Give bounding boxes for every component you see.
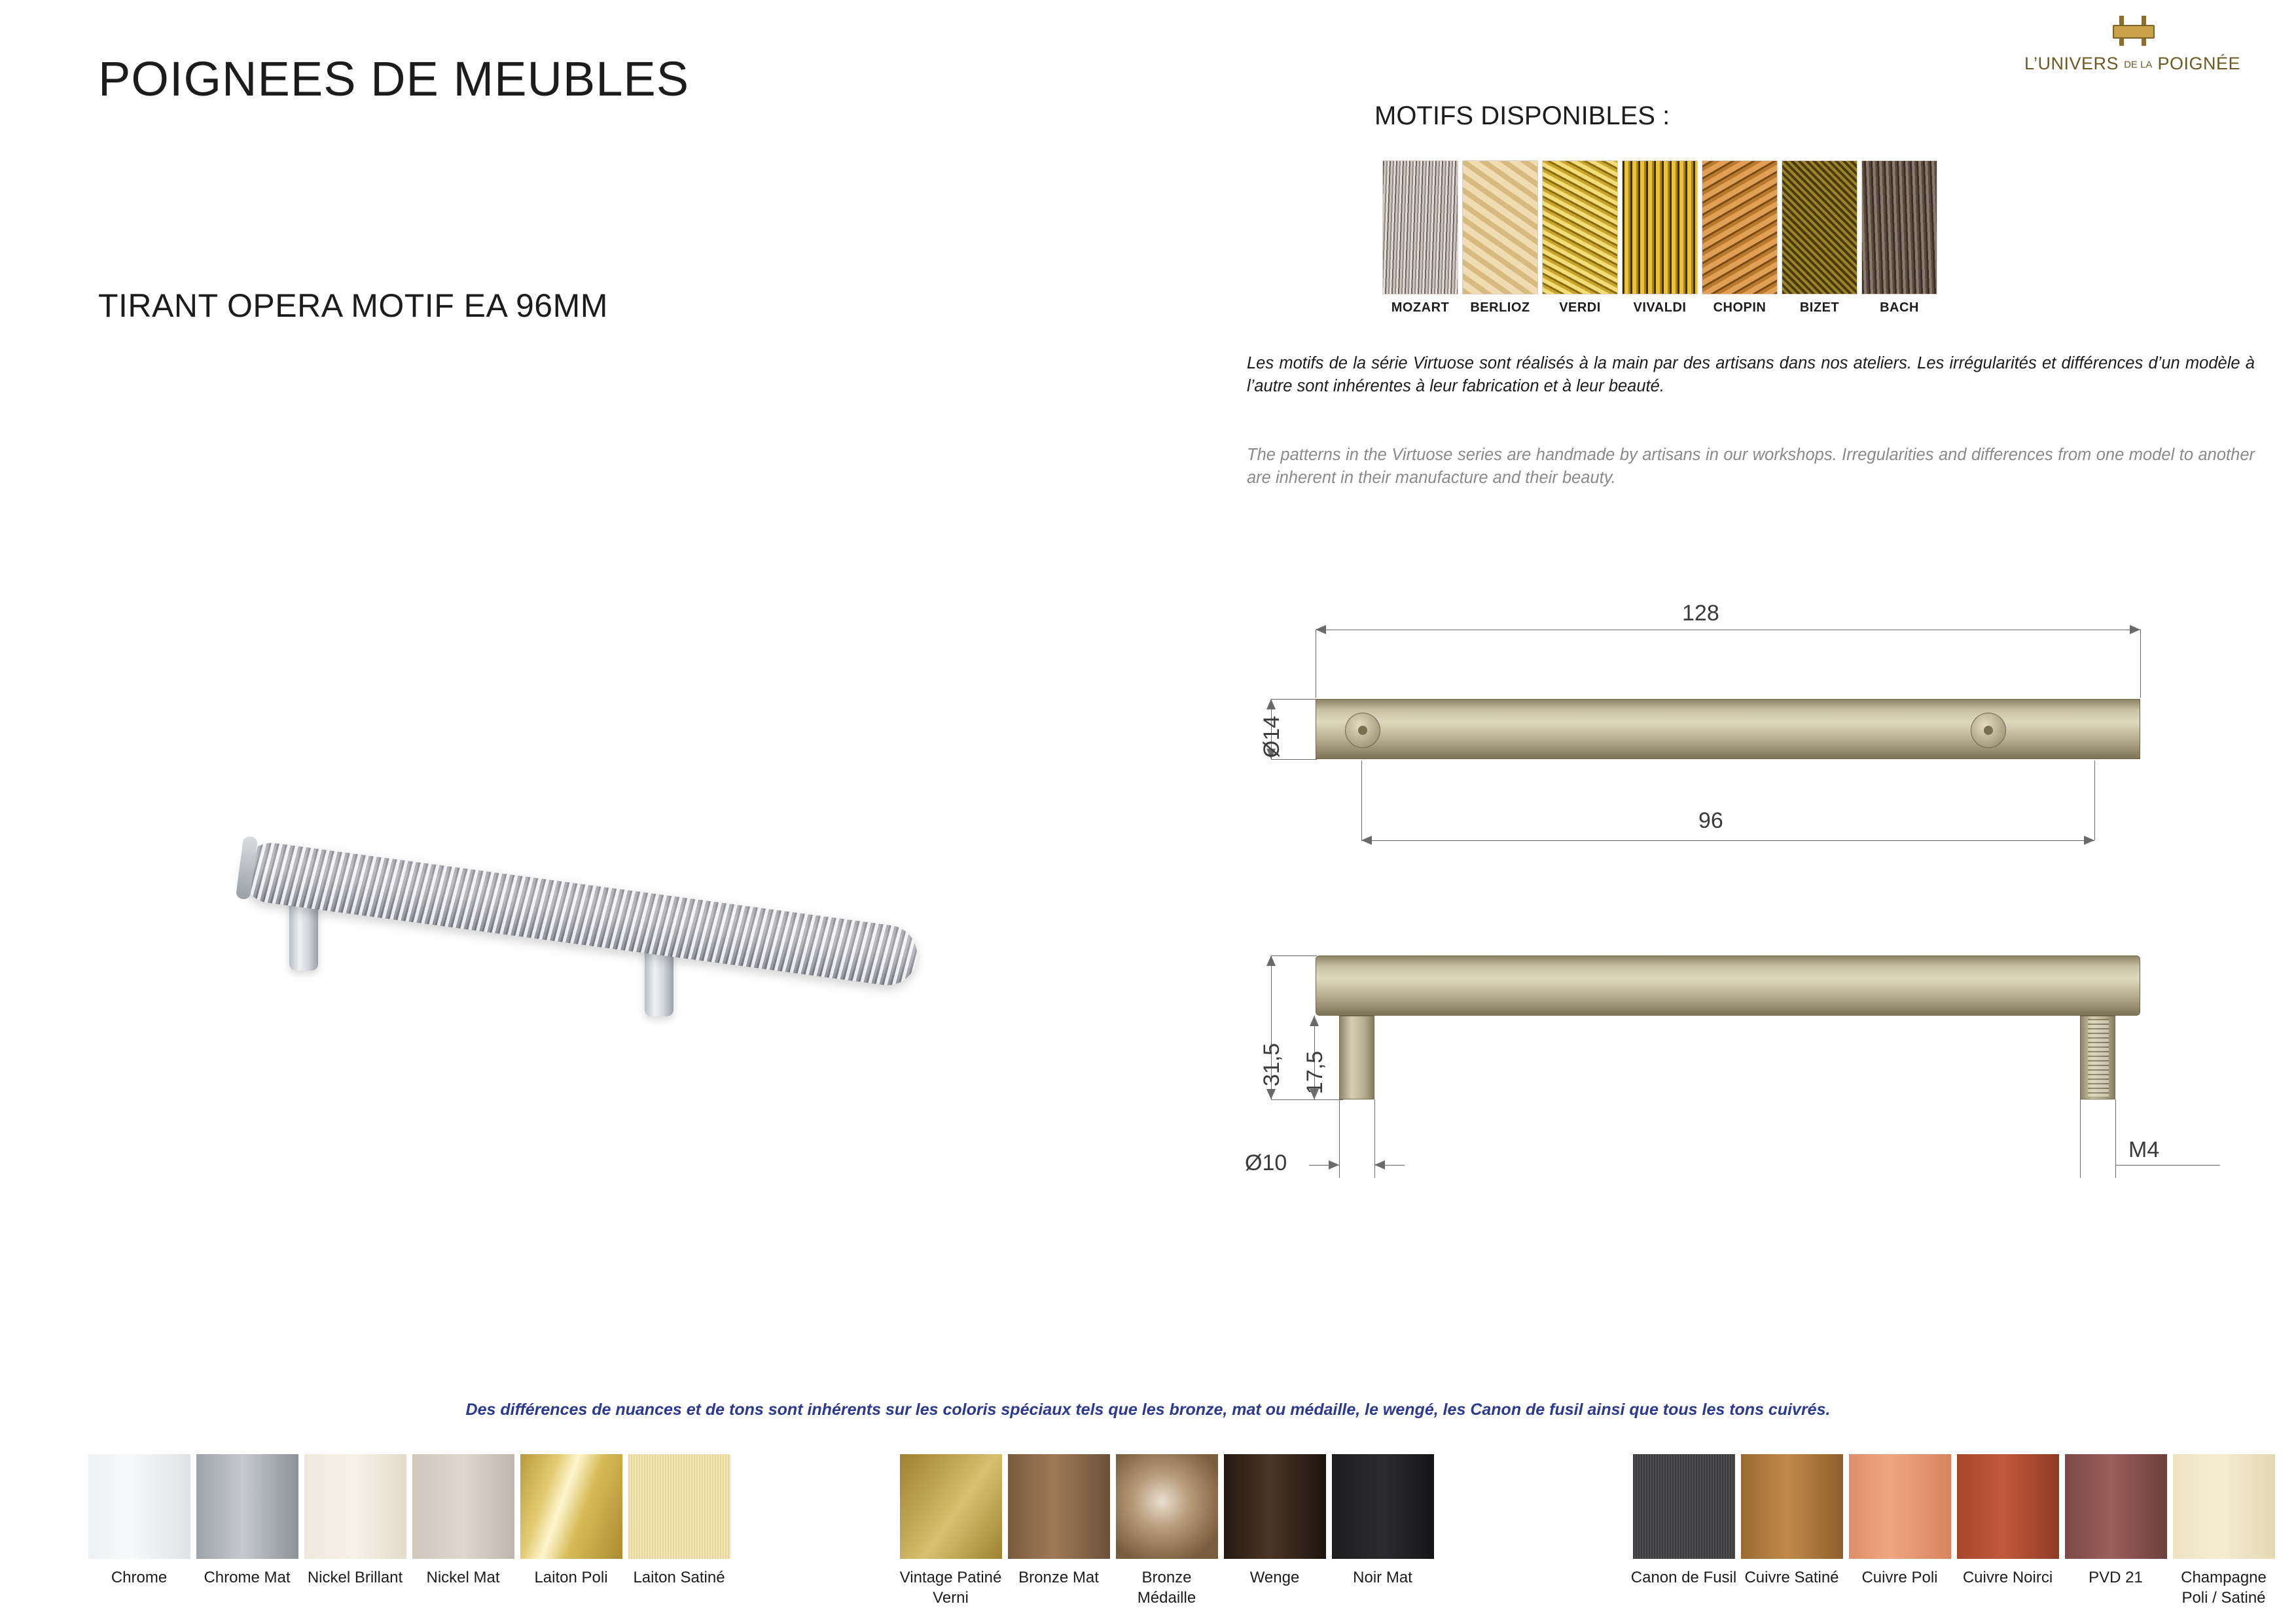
motif-swatch [1382, 160, 1458, 294]
technical-drawing [1230, 589, 2251, 1309]
finish-swatch [1957, 1454, 2059, 1559]
finish-label: Canon de Fusil [1630, 1569, 1737, 1586]
finish-item [1738, 1454, 1846, 1608]
finish-item [2170, 1454, 2278, 1608]
finish-swatch [1224, 1454, 1326, 1559]
finish-label: Bronze Mat [1018, 1569, 1099, 1586]
finish-item [1846, 1454, 1954, 1608]
finish-group-1 [85, 1454, 733, 1588]
brand-name-part1: L’UNIVERS [2024, 54, 2119, 73]
finish-item [1113, 1454, 1221, 1608]
motif-item [1622, 160, 1698, 315]
finish-label: Cuivre Satiné [1744, 1569, 1839, 1586]
brand-name-part2: POIGNÉE [2157, 54, 2240, 73]
motif-label: BERLIOZ [1470, 300, 1530, 315]
motif-swatch [1702, 160, 1778, 294]
finish-item [517, 1454, 625, 1588]
motif-item [1702, 160, 1778, 315]
finish-item [301, 1454, 409, 1588]
motif-label: VIVALDI [1633, 300, 1687, 315]
motif-item [1462, 160, 1538, 315]
dim-entraxe-label: 96 [1698, 808, 1723, 833]
motif-item [1861, 160, 1937, 315]
motif-item [1542, 160, 1618, 315]
finish-swatch [1849, 1454, 1951, 1559]
finish-item [1221, 1454, 1329, 1608]
finish-label: Champagne Poli / Satiné [2181, 1569, 2267, 1607]
finish-item [897, 1454, 1005, 1608]
finish-swatch [304, 1454, 406, 1559]
product-title: TIRANT OPERA MOTIF EA 96MM [98, 287, 608, 324]
dim-thread-label: M4 [2128, 1137, 2160, 1162]
finish-note: Des différences de nuances et de tons sont inhérents sur les coloris spéciaux tels que les bronze, mat ou médaille, le wengé, les Canon de fusil ainsi que tous les tons cuivrés. [465, 1400, 1831, 1419]
brand-name-dela: DE LA [2124, 59, 2153, 71]
finish-group-2 [897, 1454, 1437, 1608]
dim-height-total-label: 31,5 [1259, 1043, 1284, 1086]
finish-swatch [900, 1454, 1002, 1559]
finish-swatch [520, 1454, 622, 1559]
finish-swatch [628, 1454, 730, 1559]
finish-swatch [2065, 1454, 2167, 1559]
finish-item [1954, 1454, 2062, 1608]
motif-label: BACH [1880, 300, 1919, 315]
finish-swatch [88, 1454, 190, 1559]
finish-swatch [1332, 1454, 1434, 1559]
motif-item [1782, 160, 1857, 315]
finish-label: Chrome [111, 1569, 168, 1586]
finish-label: Chrome Mat [204, 1569, 291, 1586]
drawing-leg-left [1339, 1016, 1374, 1099]
finish-label: Cuivre Noirci [1962, 1569, 2053, 1586]
finish-item [193, 1454, 301, 1588]
drawing-screw-right [1971, 713, 2006, 748]
drawing-screw-left [1345, 713, 1380, 748]
dim-total-label: 128 [1682, 601, 1719, 626]
finish-item [409, 1454, 517, 1588]
motifs-row [1382, 160, 1937, 315]
brand-name [2005, 54, 2260, 74]
motif-label: MOZART [1391, 300, 1450, 315]
finish-label: PVD 21 [2089, 1569, 2143, 1586]
finish-label: Laiton Satiné [633, 1569, 725, 1586]
finish-item [2062, 1454, 2170, 1608]
product-photo [216, 805, 988, 1021]
finish-label: Vintage Patiné Verni [899, 1569, 1002, 1607]
finish-swatch [2173, 1454, 2275, 1559]
page-title: POIGNEES DE MEUBLES [98, 52, 690, 106]
motif-label: BIZET [1799, 300, 1840, 315]
motif-swatch [1782, 160, 1857, 294]
drawing-top-view-bar [1316, 699, 2140, 759]
motif-swatch [1622, 160, 1698, 294]
motif-swatch [1861, 160, 1937, 294]
finish-swatch [1633, 1454, 1735, 1559]
finish-swatch [1008, 1454, 1110, 1559]
finish-swatch [412, 1454, 514, 1559]
finish-label: Noir Mat [1353, 1569, 1412, 1586]
dim-height-leg-label: 17,5 [1302, 1050, 1327, 1094]
finish-item [1630, 1454, 1738, 1608]
motif-swatch [1462, 160, 1538, 294]
motif-label: CHOPIN [1713, 300, 1767, 315]
finish-label: Cuivre Poli [1861, 1569, 1938, 1586]
motifs-note-fr: Les motifs de la série Virtuose sont réalisés à la main par des artisans dans nos ateliers. Les irrégularités et différences d’un modèle à l’autre sont inhérentes à leur fabrication et à leur beauté. [1247, 354, 2255, 396]
finish-swatch [196, 1454, 298, 1559]
finish-swatch [1741, 1454, 1843, 1559]
finish-label: Nickel Mat [426, 1569, 500, 1586]
finish-label: Bronze Médaille [1137, 1569, 1196, 1607]
finish-item [85, 1454, 193, 1588]
finish-label: Nickel Brillant [307, 1569, 403, 1586]
motifs-note-en: The patterns in the Virtuose series are handmade by artisans in our workshops. Irregularities and differences from one model to another are inherent in their manufacture and their beauty. [1247, 446, 2255, 488]
finish-item [1005, 1454, 1113, 1608]
motif-swatch [1542, 160, 1618, 294]
motif-label: VERDI [1559, 300, 1601, 315]
photo-handle-bar [238, 839, 921, 989]
handle-logo-icon [2108, 12, 2157, 50]
finish-label: Wenge [1249, 1569, 1300, 1586]
finish-item [625, 1454, 733, 1588]
drawing-leg-right [2080, 1016, 2115, 1099]
finish-item [1329, 1454, 1437, 1608]
drawing-side-view-bar [1316, 955, 2140, 1016]
motif-item [1382, 160, 1458, 315]
finish-group-3 [1630, 1454, 2278, 1608]
finish-swatch [1116, 1454, 1218, 1559]
motifs-title: MOTIFS DISPONIBLES : [1374, 101, 1670, 130]
brand-logo [2005, 12, 2260, 74]
dim-diameter-leg-label: Ø10 [1245, 1150, 1287, 1175]
finish-label: Laiton Poli [534, 1569, 608, 1586]
dim-diameter-bar-label: Ø14 [1259, 715, 1284, 758]
